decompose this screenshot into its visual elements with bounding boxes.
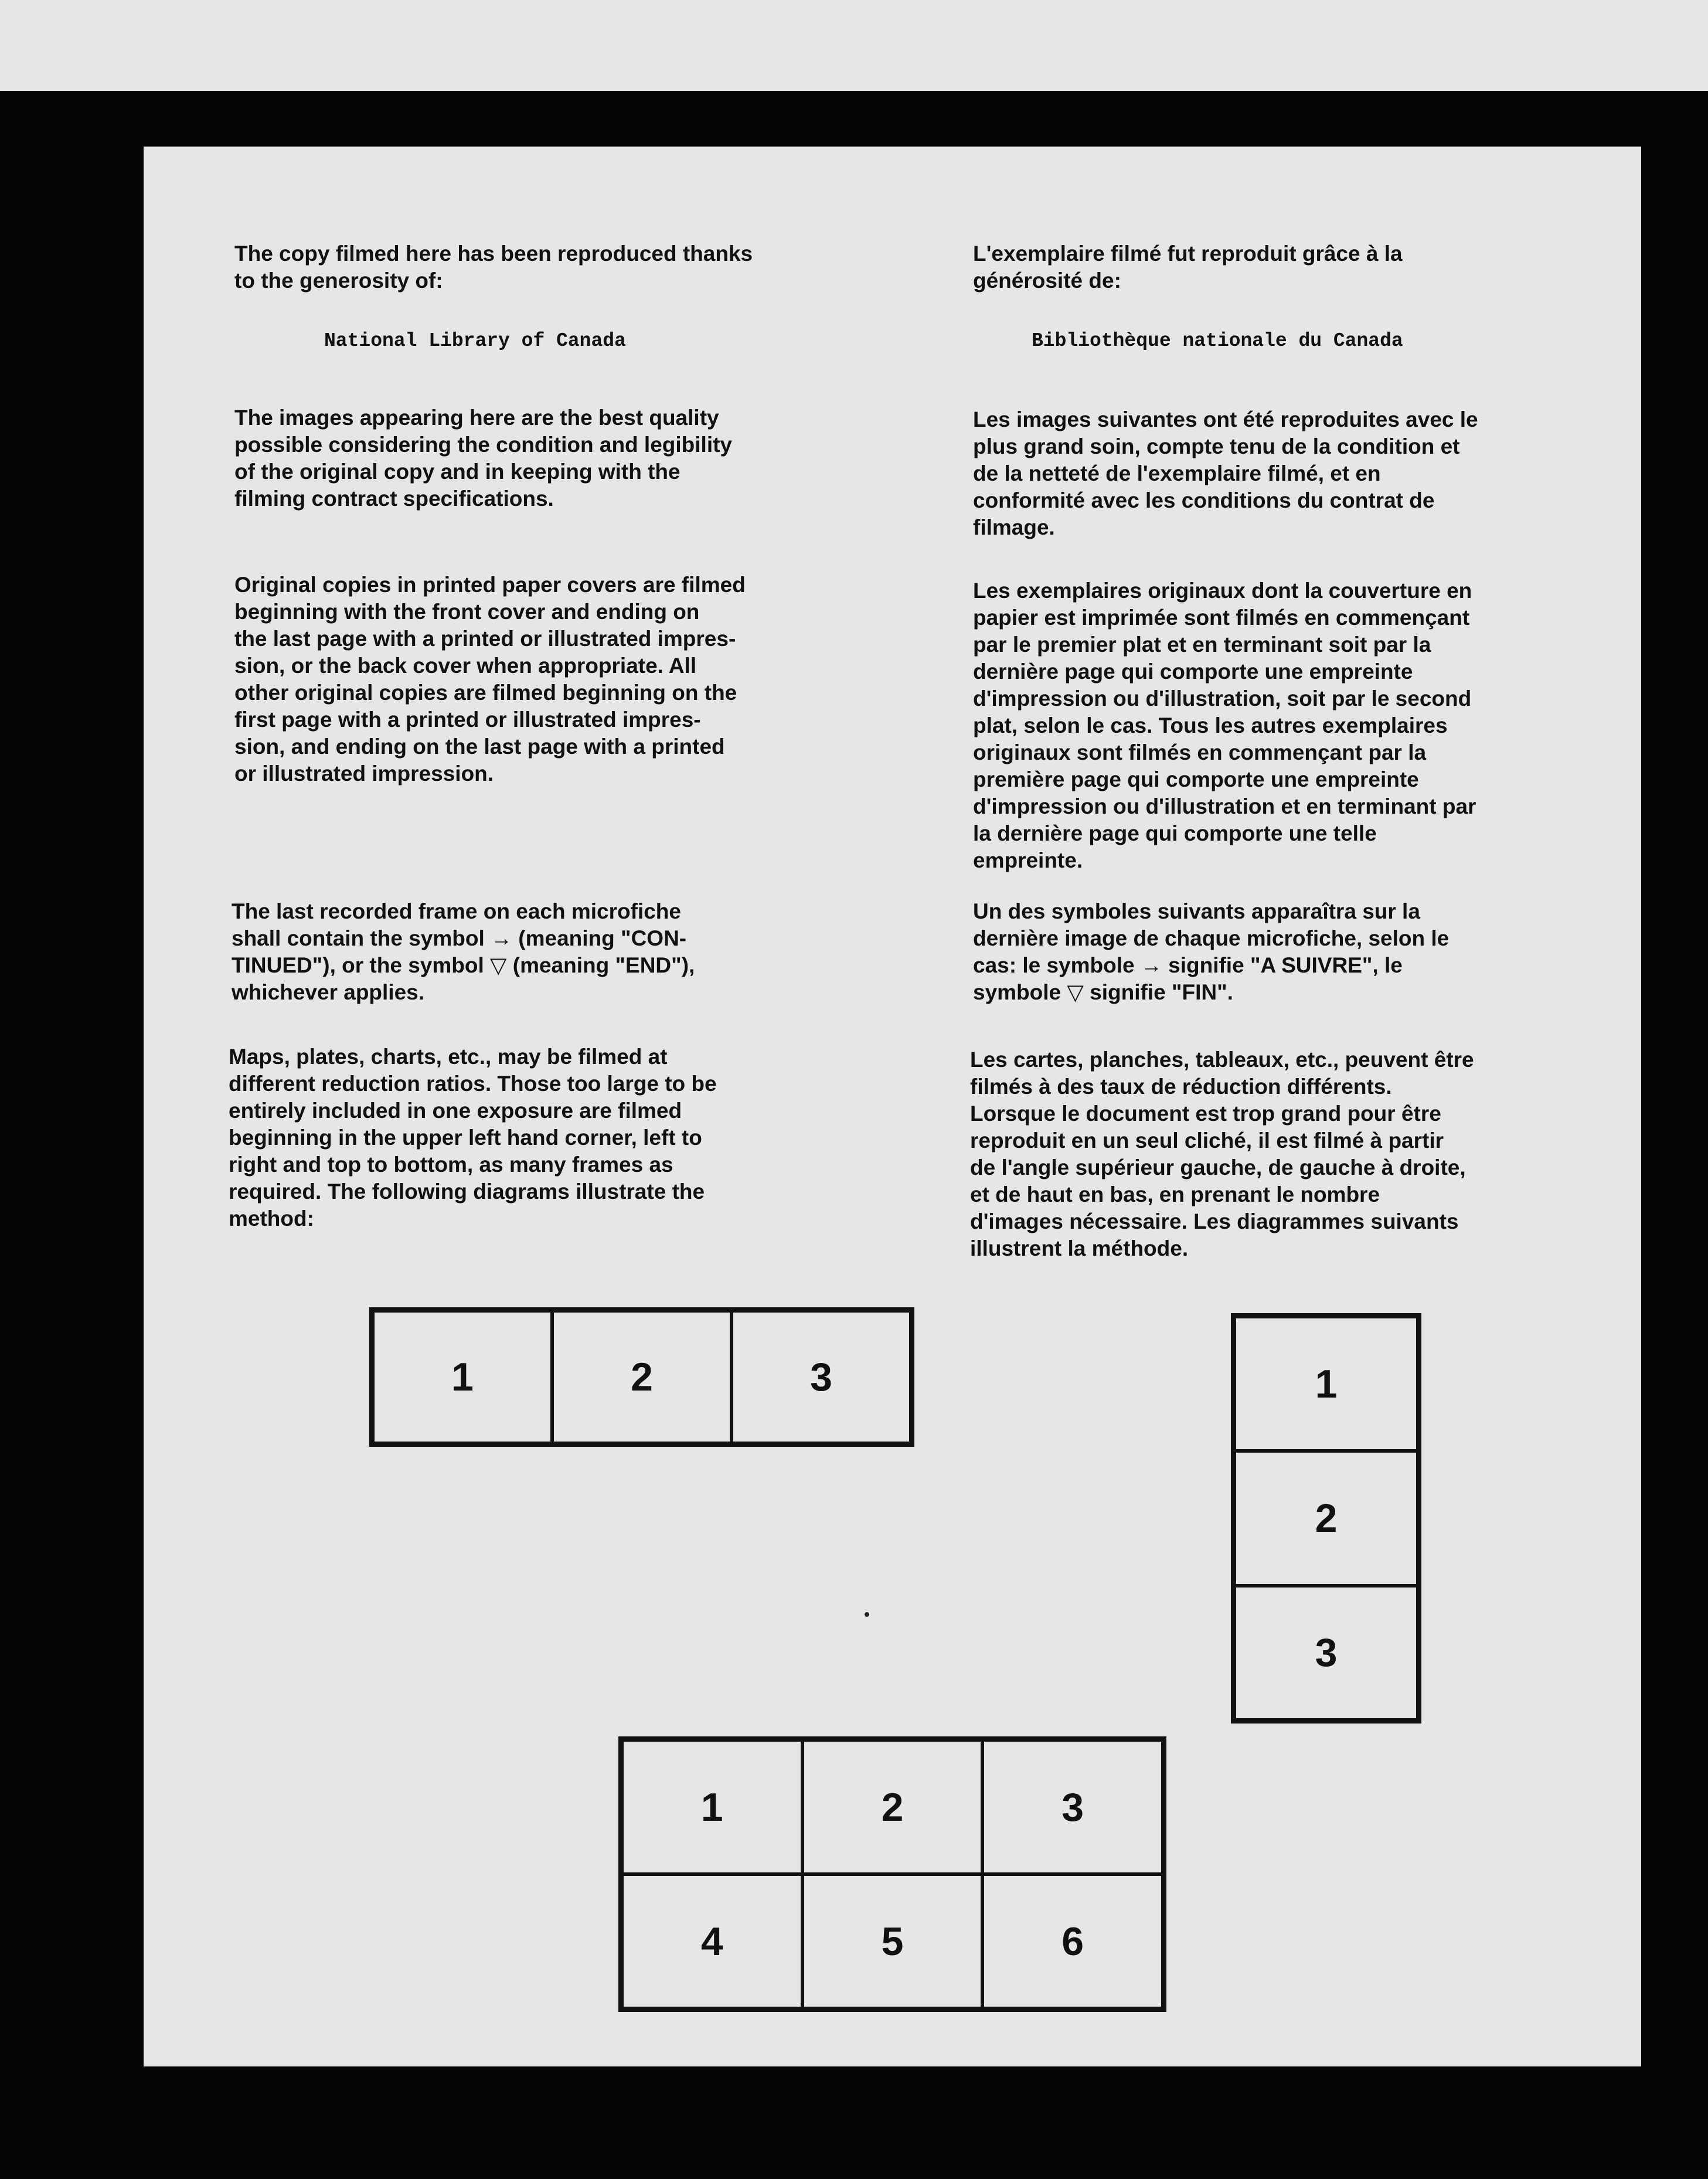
diagram-frame-cell: 3 [1234, 1586, 1418, 1720]
diagram-frame-cell: 2 [552, 1311, 731, 1443]
dust-speck [865, 1612, 869, 1617]
diagram-frame-cell: 6 [982, 1874, 1163, 2008]
diagram-frame-cell: 2 [802, 1740, 983, 1874]
fr-maps-paragraph: Les cartes, planches, tableaux, etc., peuvent être filmés à des taux de réduction différents. Lorsque le document est trop grand pour être reproduit en un seul cliché, il est filmé à partir de l'angle supérieur gauche, de gauche à droite, et de haut en bas, en prenant le nombre d'images nécessaire. Les diagrammes suivants illustrent la méthode. [970, 1048, 1474, 1260]
fr-thanks-paragraph: L'exemplaire filmé fut reproduit grâce à la générosité de: [973, 242, 1403, 293]
fr-last-frame-paragraph: Un des symboles suivants apparaîtra sur la dernière image de chaque microfiche, selon le cas: le symbole → signifie "A SUIVRE", le symbole ▽ signifie "FIN". [973, 899, 1450, 1004]
en-maps-paragraph: Maps, plates, charts, etc., may be filmed at different reduction ratios. Those too large to be entirely included in one exposure are filmed beginning in the upper left hand corner, left to right and top to bottom, as many frames as required. The following diagrams illustrate the method: [229, 1045, 717, 1230]
document-page [144, 147, 1641, 2066]
en-originals-paragraph: Original copies in printed paper covers are filmed beginning with the front cover and ending on the last page with a printed or illustrated impres- sion, or the back cover when appropriate. All other original copies are filmed beginning on the first page with a printed or illustrated impres- sion, and ending on the last page with a printed or illustrated impression. [234, 573, 746, 786]
en-quality-paragraph: The images appearing here are the best quality possible considering the condition and legibility of the original copy and in keeping with the filming contract specifications. [234, 406, 733, 511]
fr-quality-paragraph: Les images suivantes ont été reproduites avec le plus grand soin, compte tenu de la condition et de la netteté de l'exemplaire filmé, et en conformité avec les conditions du contrat de filmage. [973, 407, 1478, 539]
diagram-frame-cell: 1 [373, 1311, 552, 1443]
diagram-horizontal [369, 1307, 914, 1447]
diagram-frame-cell: 1 [1234, 1317, 1418, 1451]
en-library-name: National Library of Canada [324, 330, 626, 352]
top-margin-strip [0, 0, 1708, 91]
diagram-grid [618, 1736, 1166, 2012]
diagram-frame-cell: 3 [731, 1311, 911, 1443]
diagram-frame-cell: 4 [622, 1874, 802, 2008]
en-thanks-paragraph: The copy filmed here has been reproduced thanks to the generosity of: [234, 242, 753, 293]
en-last-frame-paragraph: The last recorded frame on each microfiche shall contain the symbol → (meaning "CON- TINUED"), or the symbol ▽ (meaning "END"), whichever applies. [232, 899, 695, 1004]
diagram-frame-cell: 2 [1234, 1451, 1418, 1585]
diagram-frame-cell: 3 [982, 1740, 1163, 1874]
fr-library-name: Bibliothèque nationale du Canada [1032, 330, 1403, 352]
fr-originals-paragraph: Les exemplaires originaux dont la couverture en papier est imprimée sont filmés en commençant par le premier plat et en terminant soit par la dernière page qui comporte une empreinte d'impression ou d'illustration, soit par le second plat, selon le cas. Tous les autres exemplaires originaux sont filmés en commençant par la première page qui comporte une empreinte d'impression ou d'illustration et en terminant par la dernière page qui comporte une telle empreinte. [973, 579, 1476, 872]
diagram-frame-cell: 5 [802, 1874, 983, 2008]
diagram-frame-cell: 1 [622, 1740, 802, 1874]
diagram-vertical [1231, 1313, 1421, 1724]
